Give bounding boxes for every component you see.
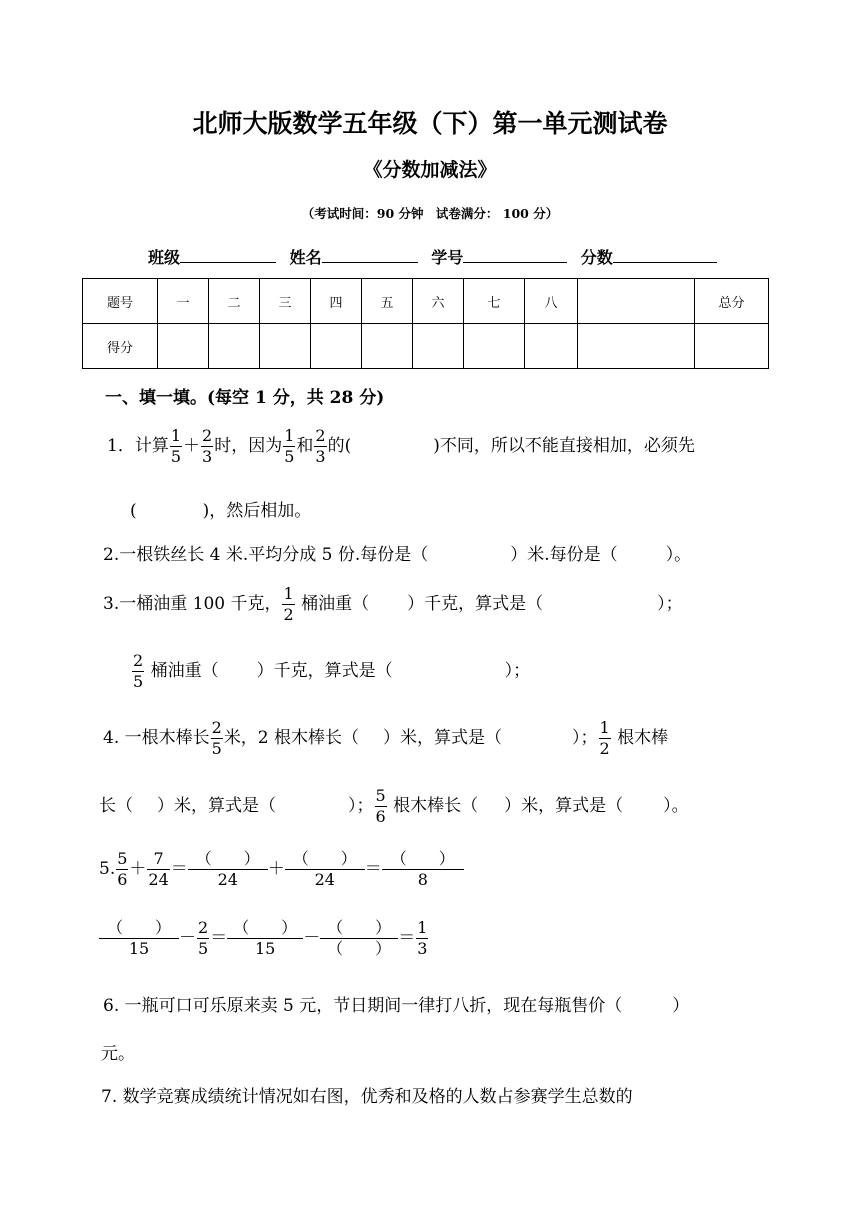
row-label: 得分 [83,324,158,369]
fraction-blank[interactable]: $\frac{( )}{15}$ [100,920,178,957]
fraction-blank[interactable]: $\frac{( )}{24}$ [189,851,267,888]
number-field: 学号 [431,245,567,268]
question-5-line-1: 5. $\frac{5}{6}$ ＋ $\frac{7}{24}$ ＝ $\frac{( )}{24}$ ＋ $\frac{( )}{24}$ ＝ $\frac{( )}{8}$ [99,851,464,888]
header-cell: 六 [413,279,464,324]
page-subtitle: 《分数加减法》 [363,159,497,181]
score-cell[interactable] [578,324,695,369]
header-cell: 题号 [83,279,158,324]
score-table-score-row [83,324,769,369]
question-6-line-2: 元。 [101,1044,135,1064]
header-cell: 三 [260,279,311,324]
fraction: $\frac{2}{5}$ [133,651,144,691]
question-7: 7. 数学竞赛成绩统计情况如右图，优秀和及格的人数占参赛学生总数的 [101,1087,633,1107]
header-cell: 一 [158,279,209,324]
fraction-blank[interactable]: $\frac{( )}{24}$ [286,851,364,888]
full-score: 试卷满分： 100 分） [435,206,559,221]
question-2: 2.一根铁丝长 4 米.平均分成 5 份.每份是（ ）米.每份是（ ）。 [103,545,692,565]
exam-time: （考试时间：90 分钟 [301,206,424,221]
score-table [82,278,769,369]
question-1-line-2: ( )，然后相加。 [130,501,312,521]
fraction: $\frac{5}{6}$ [117,849,128,889]
fraction-blank[interactable]: $\frac{( )}{8}$ [383,851,463,888]
fraction: $\frac{2}{3}$ [315,426,326,466]
score-cell[interactable] [695,324,769,369]
fraction: $\frac{1}{5}$ [284,426,295,466]
fraction: $\frac{7}{24}$ [148,849,169,889]
section-1-heading: 一、填一填。(每空 1 分，共 28 分) [105,388,385,408]
fraction: $\frac{5}{6}$ [375,786,386,826]
fraction: $\frac{1}{2}$ [599,718,610,758]
question-4-line-2: 长（ ）米，算式是（ ）； $\frac{5}{6}$ 根木棒长（ ）米，算式是（ ）。 [99,786,689,826]
score-cell[interactable] [260,324,311,369]
exam-meta [0,204,860,222]
fraction: $\frac{1}{2}$ [283,584,294,624]
name-blank[interactable] [322,248,418,263]
score-table-header-row [83,279,769,324]
score-cell[interactable] [464,324,525,369]
header-cell [578,279,695,324]
question-5-line-2: $\frac{( )}{15}$ － $\frac{2}{5}$ ＝ $\frac{( )}{15}$ － $\frac{( )}{( )}$ ＝ $\frac{1}{3}$ [99,920,429,957]
name-field: 姓名 [290,245,418,268]
score-cell[interactable] [362,324,413,369]
fraction: $\frac{2}{5}$ [211,718,222,758]
score-cell[interactable] [311,324,362,369]
page-title: 北师大版数学五年级（下）第一单元测试卷 [192,109,668,138]
question-1-line-1: 1．计算 $\frac{1}{5}$ ＋ $\frac{2}{3}$ 时，因为 $\frac{1}{5}$ 和 $\frac{2}{3}$ 的( )不同，所以不能直接相加，必须先 [107,426,695,466]
fraction: $\frac{2}{5}$ [198,918,209,958]
fraction: $\frac{2}{3}$ [202,426,213,466]
header-cell: 五 [362,279,413,324]
fraction: $\frac{1}{5}$ [170,426,182,466]
question-4-line-1: 4. 一根木棒长 $\frac{2}{5}$ 米，2 根木棒长（ ）米，算式是（ ）； $\frac{1}{2}$ 根木棒 [103,718,669,758]
score-blank[interactable] [613,248,717,263]
number-blank[interactable] [463,248,567,263]
header-cell: 七 [464,279,525,324]
class-blank[interactable] [180,248,276,263]
question-6-line-1: 6. 一瓶可口可乐原来卖 5 元，节日期间一律打八折，现在每瓶售价（ ） [103,996,690,1016]
score-cell[interactable] [525,324,578,369]
fraction-blank[interactable]: $\frac{( )}{( )}$ [321,920,397,957]
question-3-line-1: 3.一桶油重 100 千克， $\frac{1}{2}$ 桶油重（ ）千克，算式是（ ）； [103,584,683,624]
header-cell: 八 [525,279,578,324]
score-cell[interactable] [209,324,260,369]
score-field: 分数 [581,245,717,268]
header-cell: 四 [311,279,362,324]
fraction-blank[interactable]: $\frac{( )}{15}$ [228,920,302,957]
header-cell: 二 [209,279,260,324]
question-3-line-2: $\frac{2}{5}$ 桶油重（ ）千克，算式是（ ）； [133,651,531,691]
class-field: 班级 [148,245,276,268]
score-cell[interactable] [158,324,209,369]
student-info-fields [148,245,725,268]
fraction: $\frac{1}{3}$ [417,918,428,958]
header-cell: 总分 [695,279,769,324]
score-cell[interactable] [413,324,464,369]
